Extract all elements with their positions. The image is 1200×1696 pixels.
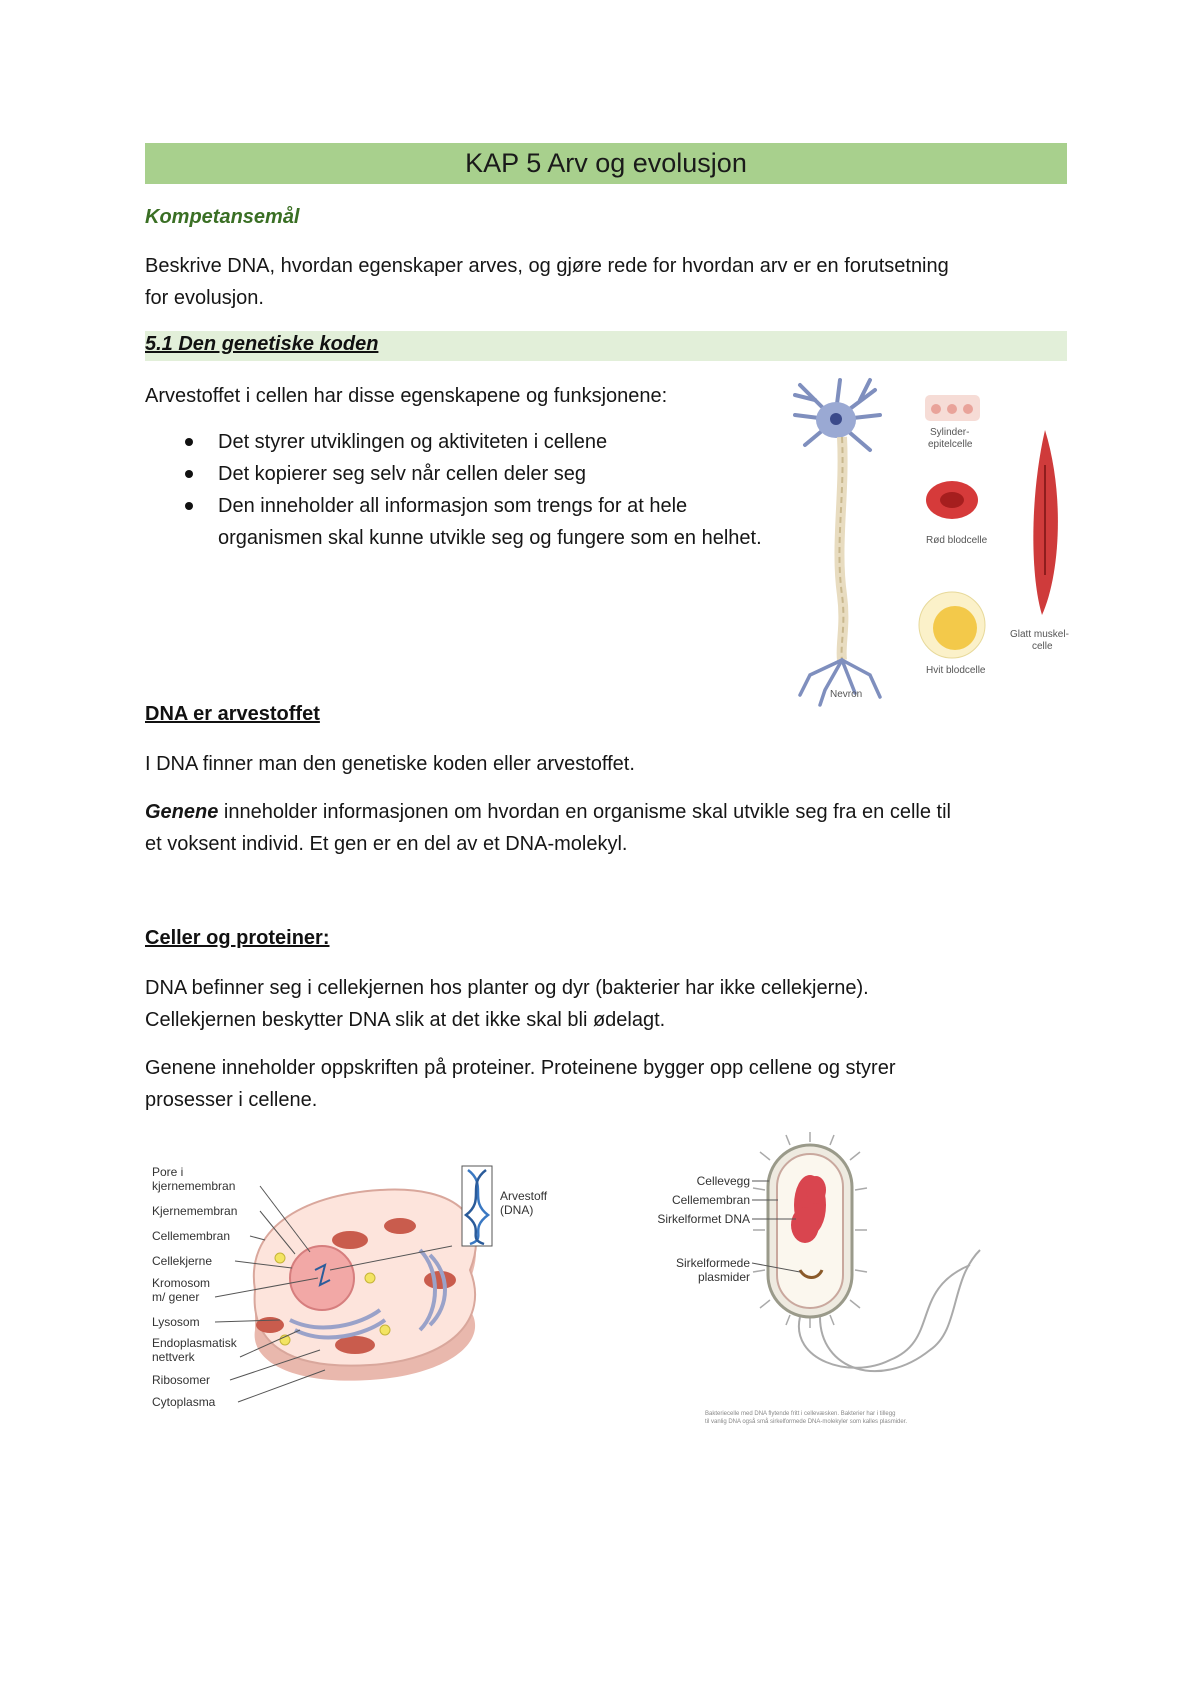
list-item: Den inneholder all informasjon som trengs for at hele organismen skal kunne utvikle seg og fungere som en helhet.	[145, 490, 765, 554]
white-cell-label: Hvit blodcelle	[926, 665, 986, 676]
muscle-cell-illustration	[1033, 430, 1058, 615]
epithelial-label: Sylinder-epitelcelle	[928, 427, 973, 450]
cells-proteins-p2-line1: Genene inneholder oppskriften på proteiner. Proteinene bygger opp cellene og styrer	[145, 1057, 896, 1079]
cells-proteins-p1-line1: DNA befinner seg i cellekjernen hos planter og dyr (bakterier har ikke cellekjerne).	[145, 977, 869, 999]
dna-paragraph-1: I DNA finner man den genetiske koden eller arvestoffet.	[145, 753, 635, 775]
page-title-bar	[145, 143, 1067, 184]
pore-label: Pore i kjernemembran	[152, 1165, 236, 1193]
cell-wall-label: Cellevegg	[696, 1174, 750, 1188]
cell-types-figure	[780, 375, 1080, 710]
bacteria-figure	[650, 1130, 1000, 1430]
neuron-illustration	[795, 380, 880, 705]
cells-proteins-heading: Celler og proteiner:	[145, 927, 330, 949]
section-5-1-intro: Arvestoffet i cellen har disse egenskapene og funksjonene:	[145, 385, 668, 407]
properties-list	[145, 426, 765, 554]
er-label: Endoplasmatisk nettverk	[152, 1336, 237, 1364]
section-5-1-heading: 5.1 Den genetiske koden	[145, 333, 379, 355]
competence-heading: Kompetansemål	[145, 206, 300, 228]
neuron-label: Nevron	[830, 689, 863, 700]
bacteria-caption: Bakteriecelle med DNA flytende fritt i cellevæsken. Bakterier har i tillegg til vanlig DNA også små sirkelformede DNA-molekyler som kalles plasmider.	[705, 1411, 908, 1425]
white-blood-cell-illustration	[919, 592, 985, 658]
dna-label: Arvestoff (DNA)	[500, 1189, 548, 1217]
cytoplasm-label: Cytoplasma	[152, 1395, 216, 1409]
ribosome-label: Ribosomer	[152, 1373, 211, 1387]
section-5-1-bar	[145, 331, 1067, 361]
lysosome-label: Lysosom	[152, 1315, 200, 1329]
chromosome-label: Kromosom m/ gener	[152, 1276, 211, 1304]
animal-cell-illustration	[254, 1190, 476, 1381]
bacteria-membrane-label: Cellemembran	[671, 1193, 750, 1207]
dna-paragraph-2-line1: Genene inneholder informasjonen om hvordan en organisme skal utvikle seg fra en celle til	[145, 801, 951, 823]
nuclear-membrane-label: Kjernemembran	[152, 1204, 238, 1218]
list-item: Det kopierer seg selv når cellen deler seg	[145, 458, 765, 490]
dna-heading: DNA er arvestoffet	[145, 703, 320, 725]
page-title: KAP 5 Arv og evolusjon	[465, 148, 747, 178]
cell-membrane-label: Cellemembran	[152, 1229, 231, 1243]
cells-proteins-p2-line2: prosesser i cellene.	[145, 1089, 318, 1111]
competence-text-line1: Beskrive DNA, hvordan egenskaper arves, og gjøre rede for hvordan arv er en forutsetning	[145, 255, 949, 277]
red-cell-label: Rød blodcelle	[926, 535, 988, 546]
red-blood-cell-illustration	[926, 481, 978, 519]
epithelial-cell-illustration	[925, 395, 980, 421]
list-item: Det styrer utviklingen og aktiviteten i cellene	[145, 426, 765, 458]
cells-proteins-p1-line2: Cellekjernen beskytter DNA slik at det ikke skal bli ødelagt.	[145, 1009, 666, 1031]
dna-paragraph-2-line2: et voksent individ. Et gen er en del av et DNA-molekyl.	[145, 833, 628, 855]
plasmids-label: Sirkelformede plasmider	[675, 1256, 750, 1284]
muscle-label: Glatt muskel-celle	[1010, 629, 1069, 652]
animal-cell-figure	[150, 1160, 580, 1430]
nucleus-label: Cellekjerne	[152, 1254, 213, 1268]
genene-emphasis: Genene	[145, 801, 219, 823]
bacterium-illustration	[753, 1132, 980, 1371]
competence-text-line2: for evolusjon.	[145, 287, 264, 309]
circular-dna-label: Sirkelformet DNA	[657, 1212, 750, 1226]
